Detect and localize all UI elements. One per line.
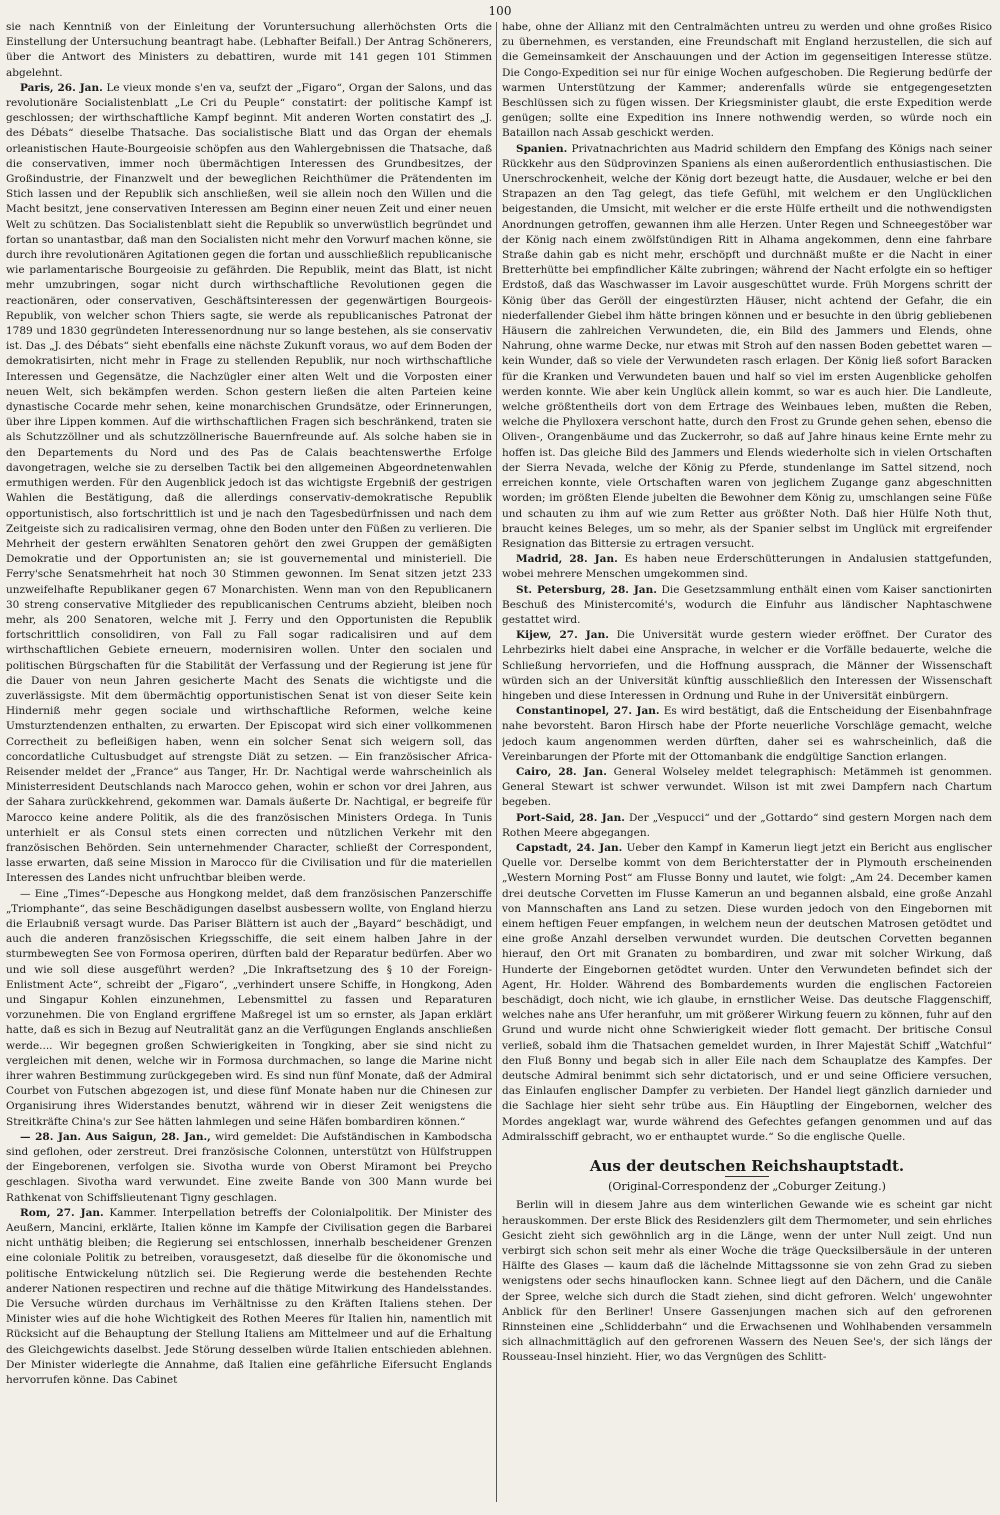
- dateline: St. Petersburg, 28. Jan.: [516, 583, 657, 596]
- article-paragraph: [502, 142, 992, 552]
- section-heading: Aus der deutschen Reichshauptstadt.: [589, 1157, 905, 1176]
- paragraph-text: habe, ohne der Allianz mit den Centralmächten untreu zu werden und ohne großes Risico zu übernehmen, es verstanden, eine Freundschaft mit England herzustellen, die sich auf die Gemeinsamkeit der Anschauungen und der Action im gegenseitigen Interesse stütze. Die Congo-Expedition sei nur für einige Wochen aufgeschoben. Die Regierung bedürfe der warmen Unterstützung der Kammer; anderenfalls würde sie entgegengesetzten Beschlüssen sich zu fügen wissen. Der Kriegsminister glaubt, die erste Expedition werde genügen; sollte eine Expedition ins Innere nothwendig werden, so würde noch ein Bataillon nach Assab geschickt werden.: [502, 21, 992, 140]
- paragraph-text: Die Gesetzsammlung enthält einen vom Kaiser sanctionirten Beschuß des Ministercomité's, wodurch die Einfuhr aus ländischer Naphtaschwene gestattet wird.: [502, 583, 992, 626]
- paragraph-text: sie nach Kenntniß von der Einleitung der Voruntersuchung allerhöchsten Orts die Einstellung der Untersuchung beantragt habe. (Lebhafter Beifall.) Der Antrag Schönerers, über die Antwort des Ministers zu debattiren, wurde mit 141 gegen 101 Stimmen abgelehnt.: [6, 21, 492, 79]
- paragraph-text: Le vieux monde s'en va, seufzt der „Figaro“, Organ der Salons, und das revolutionäre Socialistenblatt „Le Cri du Peuple“ constatirt: der politische Kampf ist geschlossen; der wirthschaftliche Kampf beginnt. Mit anderen Worten constatirt des „J. des Débats“ dieselbe Thatsache. Das socialistische Blatt und das Organ der ehemals orleanistischen Haute-Bourgeoisie schöpfen aus den Wahlergebnissen die Thatsache, daß die conservativen, immer noch übermächtigen Interessen des Grundbesitzes, der Großindustrie, der Finanzwelt und der beweglichen Reichthümer die Prätendenten im Stich lassen und der Republik sich anschließen, weil sie allein noch den Willen und die Macht besitzt, jene conservativen Interessen am Beginn einer neuen Zeit und einer neuen Welt zu schützen. Das Socialistenblatt sieht die Republik so unverwüstlich begründet und fortan so unantastbar, daß man den Socialisten nicht mehr den Vorwurf machen könne, sie durch ihre revolutionären Agitationen gegen die fortan und ausschließlich republicanische wie parlamentarische Bourgeoisie zu gefährden. Die Republik, meint das Blatt, ist nicht mehr umzubringen, sogar nicht durch wirthschaftliche Revolutionen gegen die reactionären, oder conservativen, Geschäftsinteressen der gegenwärtigen Bourgeois-Republik, von welcher schon Thiers sagte, sie werde als republicanisches Patronat der 1789 und 1830 gegründeten Interessenordnung nur so lange bestehen, als sie conservativ ist. Das „J. des Débats“ sieht ebenfalls eine nächste Zukunft voraus, wo auf dem Boden der demokratisirten, nicht mehr in Frage zu stellenden Republik, nur noch wirthschaftliche Interessen und Gegensätze, die Nachzügler einer alten Welt und die Vorposten einer neuen Welt, sich bekämpfen werden. Schon gestern ließen die alten Parteien keine dynastische Cocarde mehr sehen, keine monarchischen Grundsätze, oder Erinnerungen, über ihre Lippen kommen. Auf die wirthschaftlichen Fragen sich beschränkend, traten sie als Schutzzöllner und als schutzzöllnerische Bauernfreunde auf. Als solche haben sie in den Departements du Nord und des Pas de Calais beachtenswerthe Erfolge davongetragen, welche sie zu derselben Tactik bei den allgemeinen Abgeordnetenwahlen ermuthigen werden. Für den Augenblick jedoch ist das wichtigste Ergebniß der gestrigen Wahlen die Bestätigung, daß die allerdings conservativ-demokratische Republik opportunistisch, also fortschrittlich ist und je nach den Tagesbedürfnissen und nach dem Zeitgeiste sich zu radicalisiren vermag, ohne den Boden unter den Füßen zu verlieren. Die Mehrheit der gestern erwählten Senatoren gehört den zwei Gruppen der gemäßigten Demokratie und der Opportunisten an; sie ist gouvernemental und ministeriell. Die Ferry'sche Senatsmehrheit hat noch 30 Stimmen gewonnen. Im Senat sitzen jetzt 233 unzweifelhafte Republikaner gegen 67 Monarchisten. Wenn man von den Republicanern 30 streng conservative Mitglieder des republicanischen Centrums abzieht, bleiben noch mehr, als 200 Senatoren, welche mit J. Ferry und den Opportunisten die Republik fortschrittlich consolidiren, von Fall zu Fall sogar radicalisiren und auf dem wirthschaftlichen Gebiete erneuern, modernisiren wollen. Unter den socialen und politischen Bürgschaften für die Stabilität der Verfassung und der Regierung ist jene für die Dauer von neun Jahren gesicherte Macht des Senats die wichtigste und die zuverlässigste. Mit dem übermächtig opportunistischen Senat ist von dieser Seite kein Hinderniß mehr gegen sociale und wirthschaftliche Reformen, welche keine Umsturztendenzen enthalten, zu erwarten. Der Episcopat wird sich einer vollkommenen Correctheit zu befleißigen haben, wenn ein solcher Senat sich weigern soll, das concordatliche Cultusbudget auf strengste Diät zu setzen. — Ein französischer Africa-Reisender meldet der „France“ aus Tanger, Hr. Dr. Nachtigal werde wahrscheinlich als Ministerresident Deutschlands nach Marocco gehen, wohin er schon vor drei Jahren, aus der Sahara zurückkehrend, gekommen war. Damals äußerte Dr. Nachtigal, er begreife für Marocco keine andere Politik, als die des französischen Ministers Ordega. In Tunis unterhielt er als Consul stets einen correcten und nützlichen Verkehr mit den französischen Behörden. Sein unternehmender Character, schließt der Correspondent, lasse erwarten, daß seine Mission in Marocco für die Civilisation und für die materiellen Interessen des Landes nicht unfruchtbar bleiben werde.: [6, 81, 492, 885]
- article-paragraph: [502, 20, 992, 142]
- dateline: Madrid, 28. Jan.: [516, 553, 618, 566]
- article-paragraph: [6, 81, 492, 887]
- dateline: Capstadt, 24. Jan.: [516, 841, 623, 854]
- article-paragraph: [502, 765, 992, 811]
- dateline: Kijew, 27. Jan.: [516, 629, 609, 642]
- article-paragraph: [6, 1130, 492, 1206]
- heading-rule: [725, 1176, 769, 1177]
- left-column: [6, 20, 492, 1505]
- dateline: Rom, 27. Jan.: [20, 1206, 104, 1219]
- page-number: 100: [488, 4, 512, 18]
- paragraph-text: Der „Vespucci“ und der „Gottardo“ sind gestern Morgen nach dem Rothen Meere abgegangen.: [502, 811, 992, 839]
- dateline: Spanien.: [516, 142, 568, 155]
- section-subheading: (Original-Correspondenz der „Coburger Zeitung.): [608, 1180, 886, 1194]
- paragraph-text: Privatnachrichten aus Madrid schildern den Empfang des Königs nach seiner Rückkehr aus den Südprovinzen Spaniens als einen außerordentlich enthusiastischen. Die Unerschrockenheit, welche der König dort bezeugt hatte, die Ausdauer, welche er bei den Strapazen an den Tag gelegt, das tiefe Gefühl, mit welchem er den Unglücklichen beigestanden, die Umsicht, mit welcher er die erste Hülfe ertheilt und die nothwendigsten Anordnungen getroffen, gewannen ihm alle Herzen. Unter Regen und Schneegestöber war der König nach einem zwölfstündigen Ritt in Alhama angekommen, denn eine fahrbare Straße dahin gab es nicht mehr, erschöpft und durchnäßt mußte er die Nacht in einer Bretterhütte bei empfindlicher Kälte zubringen; während der Nacht erfolgte ein so heftiger Erdstoß, daß das Waschwasser im Lavoir ausgeschüttet wurde. Früh Morgens schritt der König über das Geröll der eingestürzten Häuser, nicht achtend der Gefahr, die ein niederfallender Giebel ihm hätte bringen können und er besuchte in den übrig gebliebenen Häusern die zahlreichen Verwundeten, die, ein Bild des Jammers und Elends, ohne Nahrung, ohne warme Decke, nur etwas mit Stroh auf den nassen Boden gebettet waren — kein Wunder, daß so viele der Verwundeten rasch erlagen. Der König ließ sofort Baracken für die Kranken und Verwundeten bauen und half so viel im ersten Augenblicke geholfen werden konnte. Wie aber kein Unglück allein kommt, so war es auch hier. Die Landleute, welche größtentheils dort von dem Ertrage des Weinbaues leben, mußten die Reben, welche die Phylloxera verschont hatte, durch den Frost zu Grunde gehen sehen, ebenso die Oliven-, Orangenbäume und das Zuckerrohr, so daß auf Jahre hinaus keine Ernte mehr zu hoffen ist. Das gleiche Bild des Jammers und Elends wiederholte sich in vielen Ortschaften der Sierra Nevada, welche der König zu Pferde, stundenlange im Sattel sitzend, noch erreichen konnte, viele Ortschaften waren von jeglichem Zugange ganz abgeschnitten worden; im größten Elende jubelten die Bewohner dem König zu, umschlangen seine Füße und schauten zu ihm auf wie zum Retter aus größter Noth. Daß hier Hülfe Noth thut, braucht keines Beleges, um so mehr, als der Spanier selbst im Unglück mit ergreifender Resignation das Bittersie zu ertragen versucht.: [502, 142, 992, 550]
- article-paragraph: [6, 20, 492, 81]
- article-paragraph: [502, 841, 992, 1145]
- article-paragraph: [502, 704, 992, 765]
- article-paragraph: [502, 628, 992, 704]
- article-paragraph: [502, 583, 992, 629]
- paragraph-text: Die Universität wurde gestern wieder eröffnet. Der Curator des Lehrbezirks hielt dabei eine Ansprache, in welcher er die Vorfälle bedauerte, welche die Schließung hervorriefen, und die Hoffnung aussprach, die Männer der Wissenschaft würden sich an der Universität künftig ausschließlich den Interessen der Wissenschaft hingeben und diese Interessen in Ordnung und Ruhe in der Universität einbürgern.: [502, 629, 992, 702]
- article-paragraph: [502, 552, 992, 582]
- paragraph-text: wird gemeldet: Die Aufständischen in Kambodscha sind geflohen, oder zerstreut. Drei französische Colonnen, unterstützt von Hülfstruppen der Eingeborenen, verfolgen sie. Sivotha wurde von Oberst Miramont bei Preycho geschlagen. Sivotha ward verwundet. Eine zweite Bande von 300 Mann wurde bei Rathkenat von Schiffslieutenant Tigny geschlagen.: [6, 1130, 492, 1204]
- dateline: Paris, 26. Jan.: [20, 81, 103, 94]
- dateline: Port-Said, 28. Jan.: [516, 811, 625, 824]
- paragraph-text: — Eine „Times“-Depesche aus Hongkong meldet, daß dem französischen Panzerschiffe „Triomphante“, das seine Beschädigungen daselbst ausbessern wollte, von England hierzu die Erlaubniß versagt wurde. Das Pariser Blättern ist auch der „Bayard“ beschädigt, und auch die anderen französischen Kriegsschiffe, die seit einem halben Jahre in der sturmbewegten See von Formosa operiren, dürften bald der Reparatur bedürfen. Aber wo und wie soll diese ausgeführt werden? „Die Inkraftsetzung des § 10 der Foreign-Enlistment Acte“, schreibt der „Figaro“, „verhindert unsere Schiffe, in Hongkong, Aden und Singapur Kohlen einzunehmen, Lebensmittel zu fassen und Reparaturen vorzunehmen. Die von England ergriffene Maßregel ist um so ernster, als Japan erklärt hatte, daß es sich in Bezug auf Neutralität ganz an die Verfügungen Englands anschließen werde.... Wir begegnen großen Schwierigkeiten in Tongking, aber sie sind nicht zu vergleichen mit denen, welche wir in Formosa durchmachen, so lange die Marine nicht ihrer wahren Bestimmung zurückgegeben wird. Es sind nun fünf Monate, daß der Admiral Courbet von Futschen abgezogen ist, und diese fünf Monate haben nur die Chinesen zur Organisirung ihres Widerstandes benutzt, während wir in dieser Zeit wenigstens die Streitkräfte China's zur See hätten lahmlegen und seine Häfen bombardiren können.“: [6, 887, 492, 1128]
- paragraph-text: Es wird bestätigt, daß die Entscheidung der Eisenbahnfrage nahe bevorsteht. Baron Hirsch habe der Pforte neuerliche Vorschläge gemacht, welche jedoch kaum angenommen werden dürften, daher sei es wahrscheinlich, daß die Vereinbarungen der Pforte mit der Ottomanbank die endgültige Sanction erlangen.: [502, 705, 992, 763]
- column-divider: [496, 22, 497, 1502]
- right-column: [502, 20, 992, 1505]
- dateline: Constantinopel, 27. Jan.: [516, 705, 660, 718]
- paragraph-text: Ueber den Kampf in Kamerun liegt jetzt ein Bericht aus englischer Quelle vor. Derselbe kommt von dem Berichterstatter der in Plymouth erscheinenden „Western Morning Post“ am Flusse Bonny und lautet, wie folgt: „Am 24. December kamen drei deutsche Corvetten im Flusse Kamerun an und begannen alsbald, eine große Anzahl von Mannschaften ans Land zu setzen. Diese wurden jedoch von den Eingebornen mit einem heftigen Feuer empfangen, in welchem neun der deutschen Matrosen getödtet und eine große Anzahl derselben verwundet wurden. Die deutschen Corvetten begannen hierauf, den Ort mit Granaten zu bombardiren, und zwar mit solcher Wirkung, daß Hunderte der Eingebornen getödtet wurden. Unter den Verwundeten befindet sich der Agent, Hr. Holder. Während des Bombardements wurden die englischen Factoreien beschädigt, doch nicht, wie ich glaube, in ernstlicher Weise. Das deutsche Flaggenschiff, welches nahe ans Ufer heranfuhr, um mit größerer Wirkung feuern zu können, fuhr auf den Grund und wurde nicht ohne Schwierigkeit wieder flott gemacht. Der britische Consul verließ, sobald ihm die Thatsachen gemeldet wurden, in Ihrer Majestät Schiff „Watchful“ den Fluß Bonny und begab sich in aller Eile nach dem Schauplatze des Kampfes. Der deutsche Admiral benimmt sich sehr dictatorisch, und er und seine Officiere versuchen, das Einlaufen englischer Dampfer zu verbieten. Der Handel liegt gänzlich darnieder und die Sachlage hier sieht sehr trübe aus. Ein Häuptling der Eingebornen, welcher des Mordes angeklagt war, wurde während des Gefechtes gefangen genommen und auf das Admiralsschiff gebracht, wo er enthauptet wurde.“ So die englische Quelle.: [502, 841, 992, 1143]
- dateline: Cairo, 28. Jan.: [516, 765, 607, 778]
- article-paragraph: Berlin will in diesem Jahre aus dem winterlichen Gewande wie es scheint gar nicht herauskommen. Der erste Blick des Residenzlers gilt dem Thermometer, und sein ehrliches Gesicht zieht sich gewöhnlich arg in die Länge, wenn der unter Null zeigt. Und nun verbirgt sich schon seit mehr als einer Woche die träge Quecksilbersäule in der unteren Hälfte des Glases — kaum daß die lächelnde Mittagssonne sie von zehn Grad zu sieben wenigstens oder sechs hinauflocken kann. Schnee liegt auf den Dächern, und die Canäle der Spree, welche sich durch die Stadt ziehen, sind dicht gefroren. Welch' ungewohnter Anblick für den Berliner! Unsere Gassenjungen machen sich auf den gefrorenen Rinnsteinen eine „Schlidderbahn“ und die Erwachsenen und Wohlhabenden versammeln sich allnachmittäglich auf den gefrorenen Wassern des Neuen See's, der sich längs der Rousseau-Insel hinzieht. Hier, wo das Vergnügen des Schlitt-: [502, 1199, 992, 1364]
- article-paragraph: [6, 1206, 492, 1388]
- dateline: — 28. Jan. Aus Saigun, 28. Jan.,: [20, 1130, 211, 1143]
- article-paragraph: [6, 887, 492, 1130]
- article-paragraph: [502, 811, 992, 841]
- paragraph-text: General Wolseley meldet telegraphisch: Metämmeh ist genommen. General Stewart ist schwer verwundet. Wilson ist mit zwei Dampfern nach Chartum begeben.: [502, 765, 992, 809]
- paragraph-text: Es haben neue Erderschütterungen in Andalusien stattgefunden, wobei mehrere Menschen umgekommen sind.: [502, 553, 992, 581]
- paragraph-text: Kammer. Interpellation betreffs der Colonialpolitik. Der Minister des Aeußern, Mancini, erklärte, Italien könne im Kampfe der Civilisation gegen die Barbarei nicht unthätig bleiben; die Regierung sei entschlossen, innerhalb bescheidener Grenzen eine coloniale Politik zu betreiben, vorausgesetzt, daß dieselbe für die ökonomische und politische Entwickelung nützlich sei. Die Regierung werde die bestehenden Rechte anderer Nationen respectiren und rechne auf die thätige Mitwirkung des Handelsstandes. Die Versuche würden durchaus im Verhältnisse zu den Kräften Italiens stehen. Der Minister wies auf die hohe Wichtigkeit des Rothen Meeres für Italien hin, namentlich mit Rücksicht auf die Behauptung der Stellung Italiens am Mittelmeer und auf die Erhaltung des Gleichgewichts daselbst. Jede Störung desselben würde Italien entschieden ablehnen. Der Minister widerlegte die Annahme, daß Italien eine gefährliche Eifersucht Englands hervorrufen könne. Das Cabinet: [6, 1206, 492, 1387]
